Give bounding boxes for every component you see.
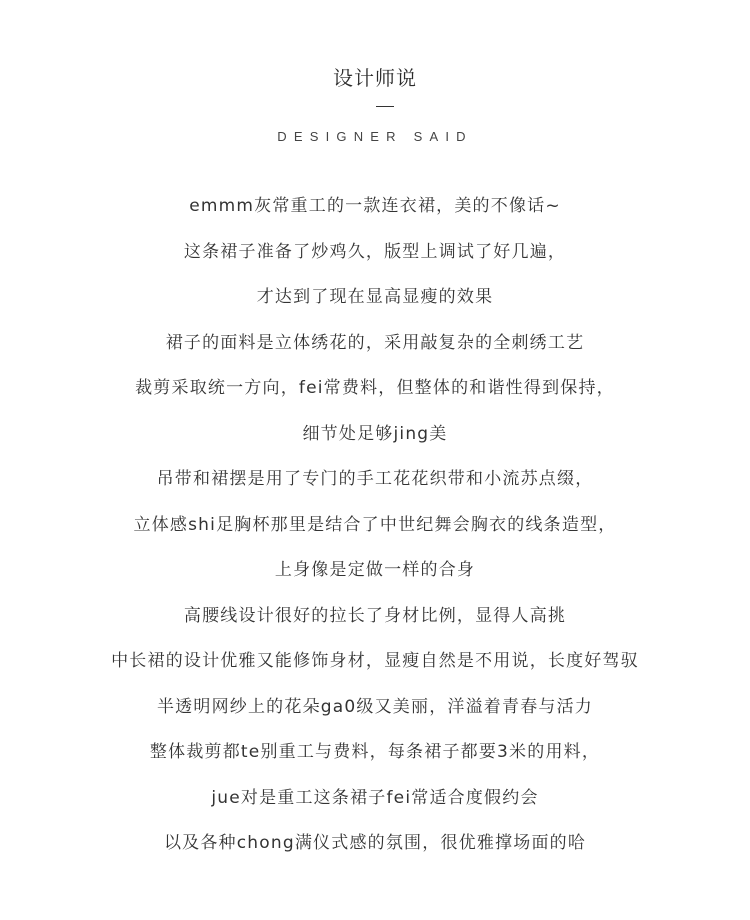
description-line: 这条裙子准备了炒鸡久，版型上调试了好几遍， bbox=[183, 241, 567, 262]
description-line: 立体感shi足胸杯那里是结合了中世纪舞会胸衣的线条造型， bbox=[133, 514, 617, 535]
description-line: 细节处足够jing美 bbox=[302, 423, 448, 444]
description-line: 裙子的面料是立体绣花的，采用敲复杂的全刺绣工艺 bbox=[165, 332, 585, 353]
description-line: 以及各种chong满仪式感的氛围，很优雅撑场面的哈 bbox=[163, 833, 587, 853]
description-line: 裁剪采取统一方向，fei常费料，但整体的和谐性得到保持， bbox=[135, 378, 615, 398]
description-line: jue对是重工这条裙子fei常适合度假约会 bbox=[211, 787, 539, 808]
section-title: 设计师说 bbox=[333, 66, 417, 90]
description-line: 整体裁剪都te别重工与费料，每条裙子都要3米的用料， bbox=[149, 742, 601, 762]
description-line: 吊带和裙摆是用了专门的手工花花织带和小流苏点缀， bbox=[156, 469, 594, 489]
description-line: 半透明网纱上的花朵ga0级又美丽，洋溢着青春与活力 bbox=[156, 696, 594, 717]
description-line: 中长裙的设计优雅又能修饰身材，显瘦自然是不用说，长度好驾驭 bbox=[111, 651, 639, 671]
description-line: 高腰线设计很好的拉长了身材比例，显得人高挑 bbox=[183, 605, 567, 626]
title-divider bbox=[376, 106, 394, 107]
description-text bbox=[0, 193, 750, 876]
description-line: 才达到了现在显高显瘦的效果 bbox=[256, 287, 494, 307]
description-line: 上身像是定做一样的合身 bbox=[274, 560, 476, 580]
description-line: emmm灰常重工的一款连衣裙，美的不像话~ bbox=[189, 196, 561, 216]
section-subtitle: DESIGNER SAID bbox=[277, 129, 473, 144]
